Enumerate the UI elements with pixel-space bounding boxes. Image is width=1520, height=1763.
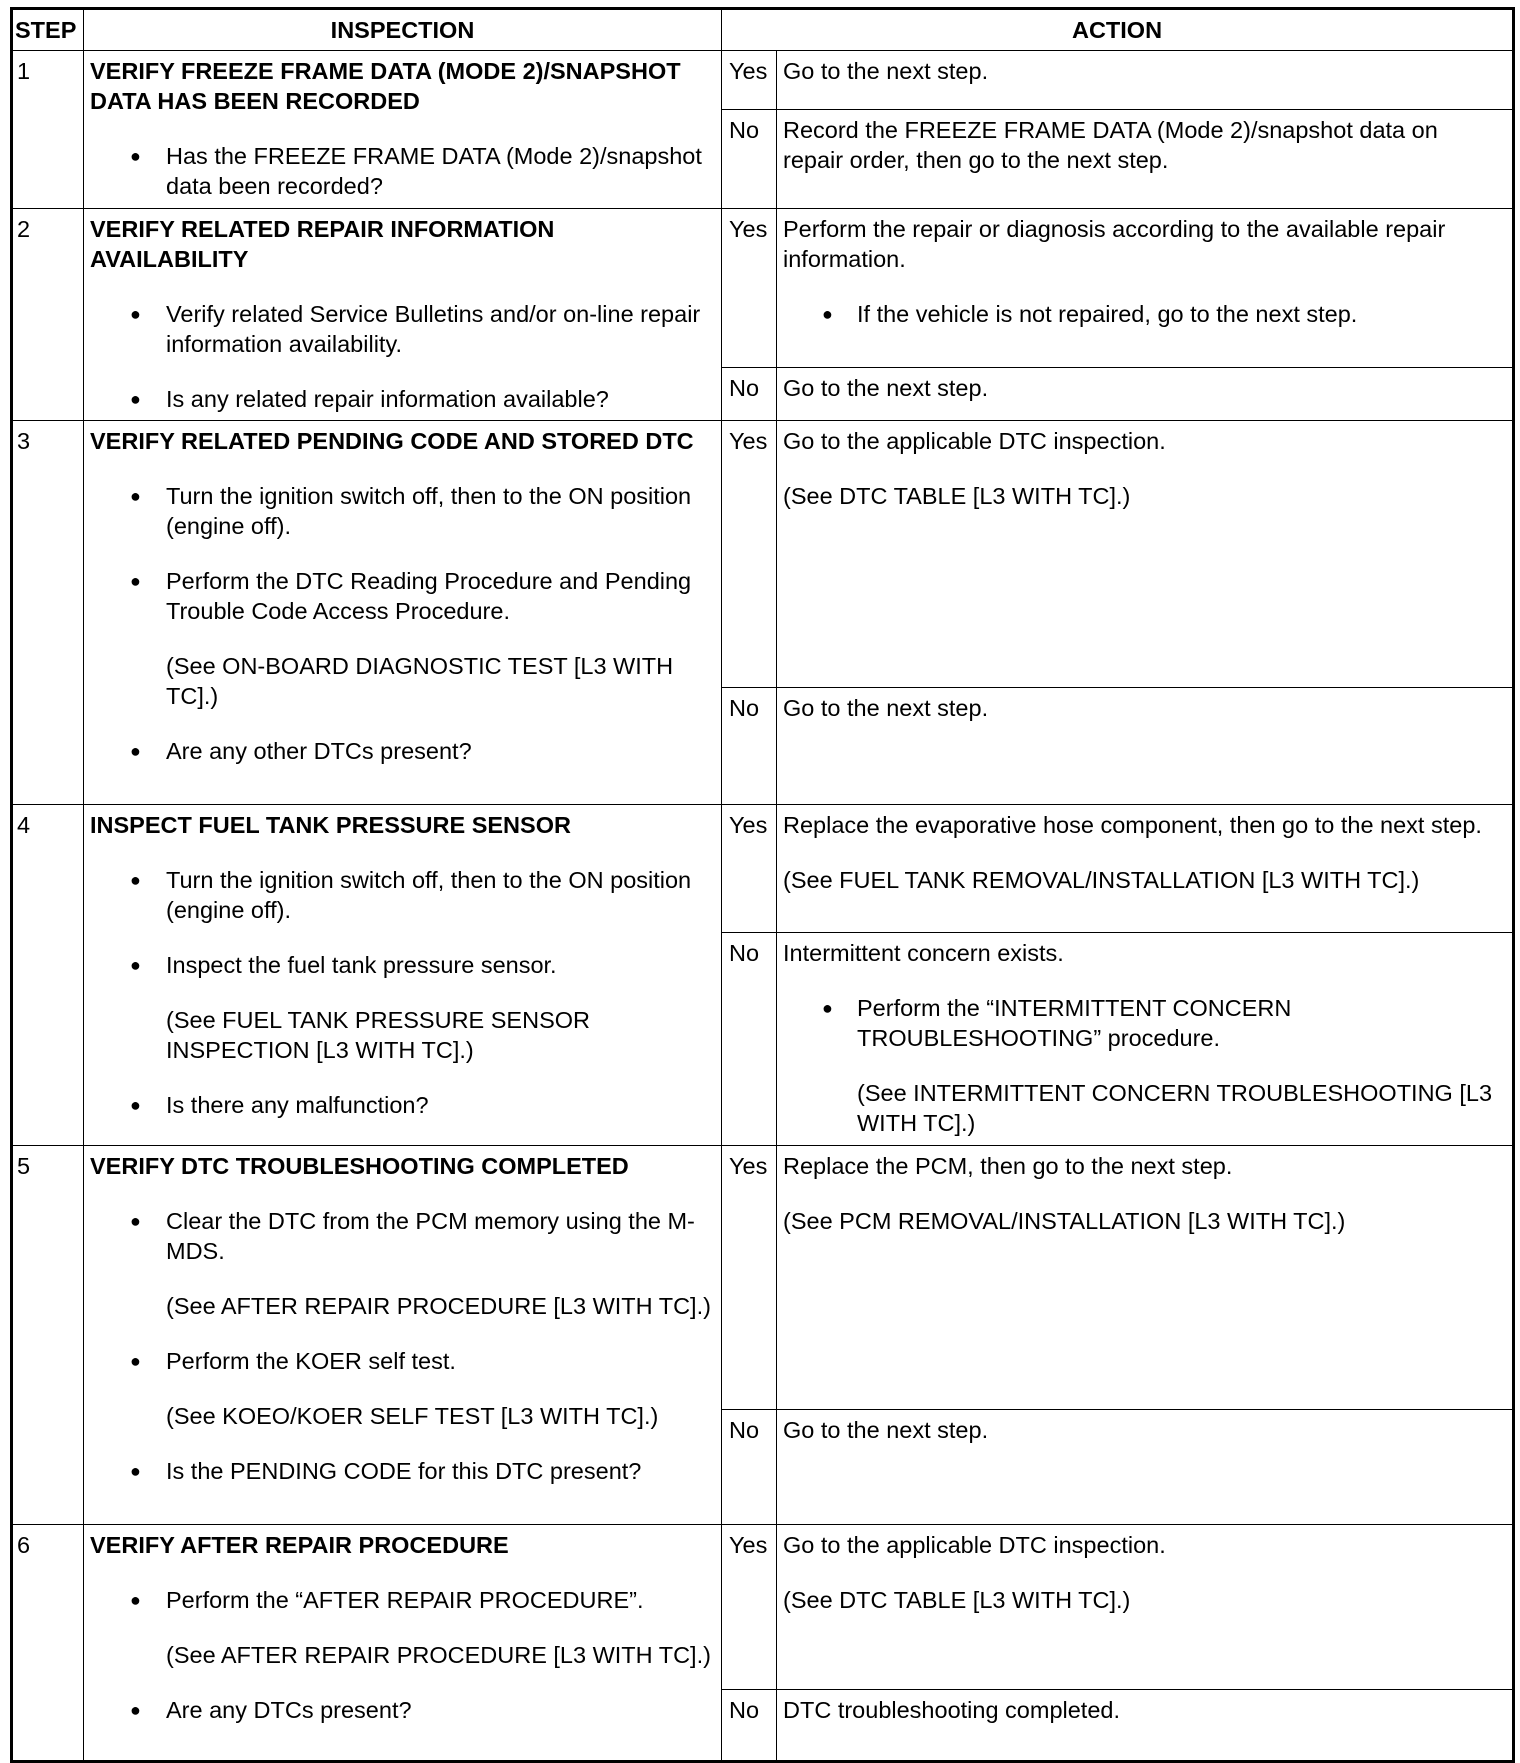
inspection-item-text: Perform the KOER self test. xyxy=(166,1348,456,1374)
inspection-item xyxy=(90,1206,711,1266)
no-action xyxy=(777,688,1514,805)
action-text: Go to the next step. xyxy=(783,1417,989,1443)
step-number: 4 xyxy=(12,805,84,1146)
bullet-icon: ● xyxy=(130,1461,141,1481)
action-text: Record the FREEZE FRAME DATA (Mode 2)/snapshot data on repair order, then go to the next step. xyxy=(783,117,1438,173)
step-row-yes xyxy=(12,209,1514,368)
inspection-item xyxy=(90,1695,711,1725)
bullet-icon: ● xyxy=(130,1211,141,1231)
inspection-item xyxy=(90,1585,711,1615)
inspection-cell xyxy=(84,1525,722,1762)
inspection-item xyxy=(90,950,711,980)
action-reference: (See FUEL TANK REMOVAL/INSTALLATION [L3 WITH TC].) xyxy=(783,867,1420,893)
inspection-item xyxy=(90,865,711,925)
bullet-icon: ● xyxy=(130,304,141,324)
inspection-item-text: Is the PENDING CODE for this DTC present? xyxy=(166,1458,642,1484)
no-label: No xyxy=(722,368,777,421)
action-item xyxy=(783,993,1504,1053)
bullet-icon: ● xyxy=(130,1700,141,1720)
inspection-list xyxy=(90,865,711,980)
no-action xyxy=(777,110,1514,209)
action-text: Go to the next step. xyxy=(783,58,989,84)
step-number: 6 xyxy=(12,1525,84,1762)
inspection-reference: (See ON-BOARD DIAGNOSTIC TEST [L3 WITH TC].) xyxy=(166,653,674,709)
inspection-item xyxy=(90,141,711,201)
inspection-item xyxy=(90,384,711,414)
inspection-cell xyxy=(84,805,722,1146)
bullet-icon: ● xyxy=(822,998,833,1018)
no-label: No xyxy=(722,933,777,1146)
action-list xyxy=(783,299,1504,329)
bullet-icon: ● xyxy=(130,1590,141,1610)
inspection-item-text: Perform the DTC Reading Procedure and Pending Trouble Code Access Procedure. xyxy=(166,568,692,624)
step-number: 1 xyxy=(12,51,84,209)
action-column-header: ACTION xyxy=(722,9,1514,51)
inspection-item-text: Turn the ignition switch off, then to the ON position (engine off). xyxy=(166,867,692,923)
inspection-item-text: Clear the DTC from the PCM memory using the M-MDS. xyxy=(166,1208,695,1264)
inspection-item-text: Is any related repair information available? xyxy=(166,386,609,412)
action-text: Go to the next step. xyxy=(783,375,989,401)
step-number: 5 xyxy=(12,1146,84,1525)
action-text: Intermittent concern exists. xyxy=(783,940,1064,966)
bullet-icon: ● xyxy=(130,1095,141,1115)
inspection-item xyxy=(90,1456,711,1486)
bullet-icon: ● xyxy=(130,1351,141,1371)
action-reference: (See PCM REMOVAL/INSTALLATION [L3 WITH TC].) xyxy=(783,1208,1346,1234)
inspection-list xyxy=(90,1695,711,1725)
inspection-list xyxy=(90,1585,711,1615)
inspection-list xyxy=(90,141,711,201)
step-row-yes xyxy=(12,51,1514,110)
no-label: No xyxy=(722,1410,777,1525)
action-item xyxy=(783,299,1504,329)
yes-action xyxy=(777,421,1514,688)
inspection-item xyxy=(90,1346,711,1376)
inspection-cell xyxy=(84,1146,722,1525)
action-item-text: Perform the “INTERMITTENT CONCERN TROUBLESHOOTING” procedure. xyxy=(857,995,1292,1051)
action-list xyxy=(783,993,1504,1053)
inspection-cell xyxy=(84,209,722,421)
bullet-icon: ● xyxy=(130,955,141,975)
action-text: Go to the applicable DTC inspection. xyxy=(783,1532,1166,1558)
step-title: VERIFY DTC TROUBLESHOOTING COMPLETED xyxy=(90,1153,629,1179)
inspection-item-text: Inspect the fuel tank pressure sensor. xyxy=(166,952,557,978)
no-label: No xyxy=(722,1690,777,1762)
inspection-cell xyxy=(84,51,722,209)
bullet-icon: ● xyxy=(130,146,141,166)
yes-action xyxy=(777,51,1514,110)
inspection-item-text: Perform the “AFTER REPAIR PROCEDURE”. xyxy=(166,1587,644,1613)
table-body xyxy=(12,51,1514,1762)
step-column-header: STEP xyxy=(12,9,84,51)
inspection-list xyxy=(90,481,711,626)
bullet-icon: ● xyxy=(130,870,141,890)
step-number: 3 xyxy=(12,421,84,805)
inspection-item xyxy=(90,1090,711,1120)
yes-action xyxy=(777,805,1514,933)
action-text: Perform the repair or diagnosis according to the available repair information. xyxy=(783,216,1446,272)
inspection-item xyxy=(90,566,711,626)
inspection-item xyxy=(90,481,711,541)
step-row-yes xyxy=(12,1525,1514,1690)
no-label: No xyxy=(722,688,777,805)
yes-action xyxy=(777,209,1514,368)
no-label: No xyxy=(722,110,777,209)
action-text: Go to the next step. xyxy=(783,695,989,721)
bullet-icon: ● xyxy=(130,486,141,506)
inspection-item xyxy=(90,299,711,359)
inspection-item-text: Is there any malfunction? xyxy=(166,1092,429,1118)
action-reference: (See DTC TABLE [L3 WITH TC].) xyxy=(783,483,1131,509)
no-action xyxy=(777,1690,1514,1762)
inspection-list xyxy=(90,1456,711,1486)
step-title: VERIFY RELATED PENDING CODE AND STORED DTC xyxy=(90,428,694,454)
inspection-list xyxy=(90,736,711,766)
bullet-icon: ● xyxy=(822,304,833,324)
inspection-item-text: Turn the ignition switch off, then to the ON position (engine off). xyxy=(166,483,692,539)
action-text: DTC troubleshooting completed. xyxy=(783,1697,1121,1723)
inspection-list xyxy=(90,1090,711,1120)
no-action xyxy=(777,368,1514,421)
no-action xyxy=(777,1410,1514,1525)
bullet-icon: ● xyxy=(130,571,141,591)
step-title: VERIFY RELATED REPAIR INFORMATION AVAILABILITY xyxy=(90,216,555,272)
step-number: 2 xyxy=(12,209,84,421)
diagnostic-procedure-table xyxy=(10,7,1515,1763)
step-title: VERIFY FREEZE FRAME DATA (MODE 2)/SNAPSHOT DATA HAS BEEN RECORDED xyxy=(90,58,681,114)
inspection-item-text: Are any other DTCs present? xyxy=(166,738,472,764)
inspection-item-text: Has the FREEZE FRAME DATA (Mode 2)/snapshot data been recorded? xyxy=(166,143,702,199)
step-row-yes xyxy=(12,1146,1514,1410)
action-reference: (See INTERMITTENT CONCERN TROUBLESHOOTING [L3 WITH TC].) xyxy=(857,1080,1493,1136)
inspection-reference: (See AFTER REPAIR PROCEDURE [L3 WITH TC].) xyxy=(166,1642,711,1668)
yes-label: Yes xyxy=(722,1525,777,1690)
action-item-text: If the vehicle is not repaired, go to the next step. xyxy=(857,301,1358,327)
header-row xyxy=(12,9,1514,51)
inspection-item-text: Are any DTCs present? xyxy=(166,1697,412,1723)
action-text: Replace the evaporative hose component, then go to the next step. xyxy=(783,812,1482,838)
yes-label: Yes xyxy=(722,421,777,688)
action-text: Replace the PCM, then go to the next step. xyxy=(783,1153,1233,1179)
inspection-list xyxy=(90,1206,711,1266)
inspection-reference: (See AFTER REPAIR PROCEDURE [L3 WITH TC].) xyxy=(166,1293,711,1319)
yes-label: Yes xyxy=(722,1146,777,1410)
inspection-reference: (See FUEL TANK PRESSURE SENSOR INSPECTION [L3 WITH TC].) xyxy=(166,1007,590,1063)
inspection-item xyxy=(90,736,711,766)
inspection-list xyxy=(90,1346,711,1376)
no-action xyxy=(777,933,1514,1146)
inspection-list xyxy=(90,299,711,414)
step-row-yes xyxy=(12,805,1514,933)
inspection-reference: (See KOEO/KOER SELF TEST [L3 WITH TC].) xyxy=(166,1403,659,1429)
action-text: Go to the applicable DTC inspection. xyxy=(783,428,1166,454)
step-row-yes xyxy=(12,421,1514,688)
bullet-icon: ● xyxy=(130,389,141,409)
yes-label: Yes xyxy=(722,209,777,368)
bullet-icon: ● xyxy=(130,741,141,761)
inspection-item-text: Verify related Service Bulletins and/or on-line repair information availability. xyxy=(166,301,701,357)
action-reference: (See DTC TABLE [L3 WITH TC].) xyxy=(783,1587,1131,1613)
step-title: VERIFY AFTER REPAIR PROCEDURE xyxy=(90,1532,509,1558)
inspection-column-header: INSPECTION xyxy=(84,9,722,51)
step-title: INSPECT FUEL TANK PRESSURE SENSOR xyxy=(90,812,571,838)
yes-action xyxy=(777,1146,1514,1410)
yes-label: Yes xyxy=(722,51,777,110)
inspection-cell xyxy=(84,421,722,805)
yes-action xyxy=(777,1525,1514,1690)
yes-label: Yes xyxy=(722,805,777,933)
